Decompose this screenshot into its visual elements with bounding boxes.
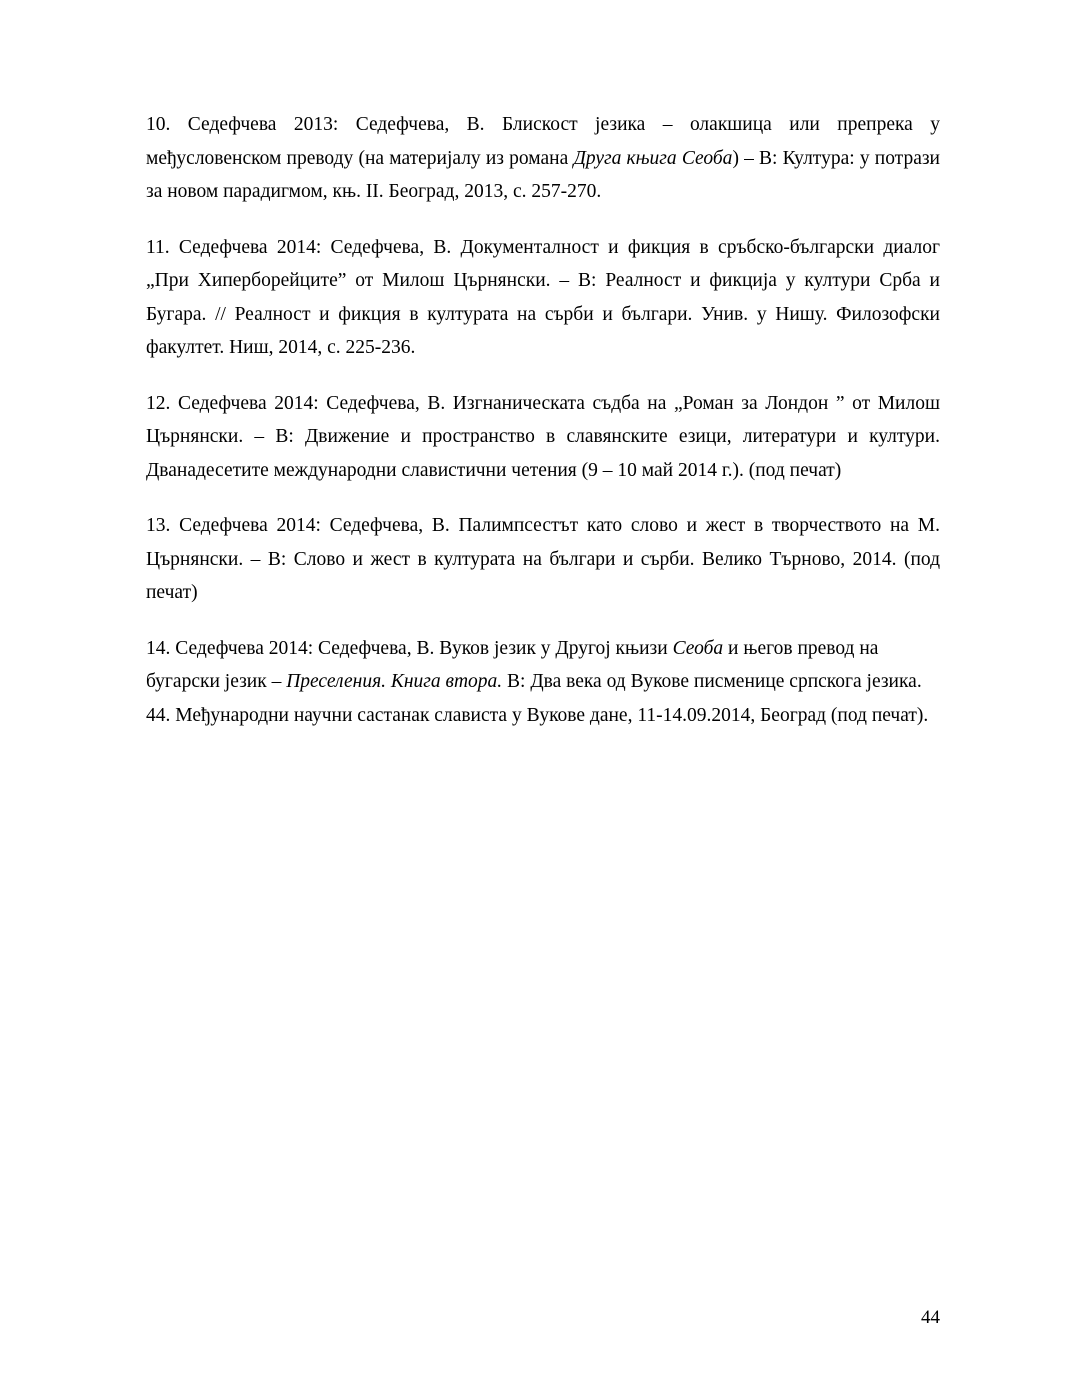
reference-text: ) – В: Култура: у потрази за новом парадигмом, књ. II. Београд, 2013, с. 257-270. — [146, 147, 940, 203]
bibliography-list — [146, 108, 940, 733]
reference-title-italic: Друга књига Сеоба — [573, 147, 733, 169]
reference-text: 12. Седефчева 2014: Седефчева, В. Изгнаническата съдба на „Роман за Лондон ” от Милош Църнянски. – В: Движение и пространство в славянските езици, литератури и култури. Дванадесетите международни славистични четения (9 – 10 май 2014 г.). (под печат) — [146, 392, 940, 481]
reference-text: 14. Седефчева 2014: Седефчева, В. Вуков језик у Другој књизи — [146, 637, 673, 659]
reference-text: и његов превод на бугарски језик – — [146, 637, 879, 693]
ref-11 — [146, 231, 940, 365]
ref-14 — [146, 632, 940, 733]
reference-text: 11. Седефчева 2014: Седефчева, В. Документалност и фикция в сръбско-български диалог „При Хиперборейците” от Милош Църнянски. – В: Реалност и фикција у култури Срба и Бугара. // Реалност и фикция в културата на сърби и българи. Унив. у Нишу. Филозофски факултет. Ниш, 2014, с. 225-236. — [146, 236, 940, 359]
reference-text: 10. Седефчева 2013: Седефчева, В. Блискост језика – олакшица или препрека у међусловенском преводу (на материјалу из романа — [146, 114, 940, 169]
ref-10 — [146, 108, 940, 209]
reference-title-italic: Преселения. Книга втора. — [286, 671, 503, 693]
reference-text: 13. Седефчева 2014: Седефчева, В. Палимпсестът като слово и жест в творчеството на М. Църнянски. – В: Слово и жест в културата на българи и сърби. Велико Търново, 2014. (под печат) — [146, 515, 940, 604]
ref-12 — [146, 387, 940, 488]
reference-text: В: Два века од Вукове писменице српскога језика. 44. Међународни научни састанак слависта у Вукове дане, 11-14.09.2014, Београд (под печат). — [146, 671, 929, 726]
reference-title-italic: Сеоба — [672, 637, 724, 659]
page-number: 44 — [921, 1307, 940, 1328]
ref-13 — [146, 509, 940, 610]
